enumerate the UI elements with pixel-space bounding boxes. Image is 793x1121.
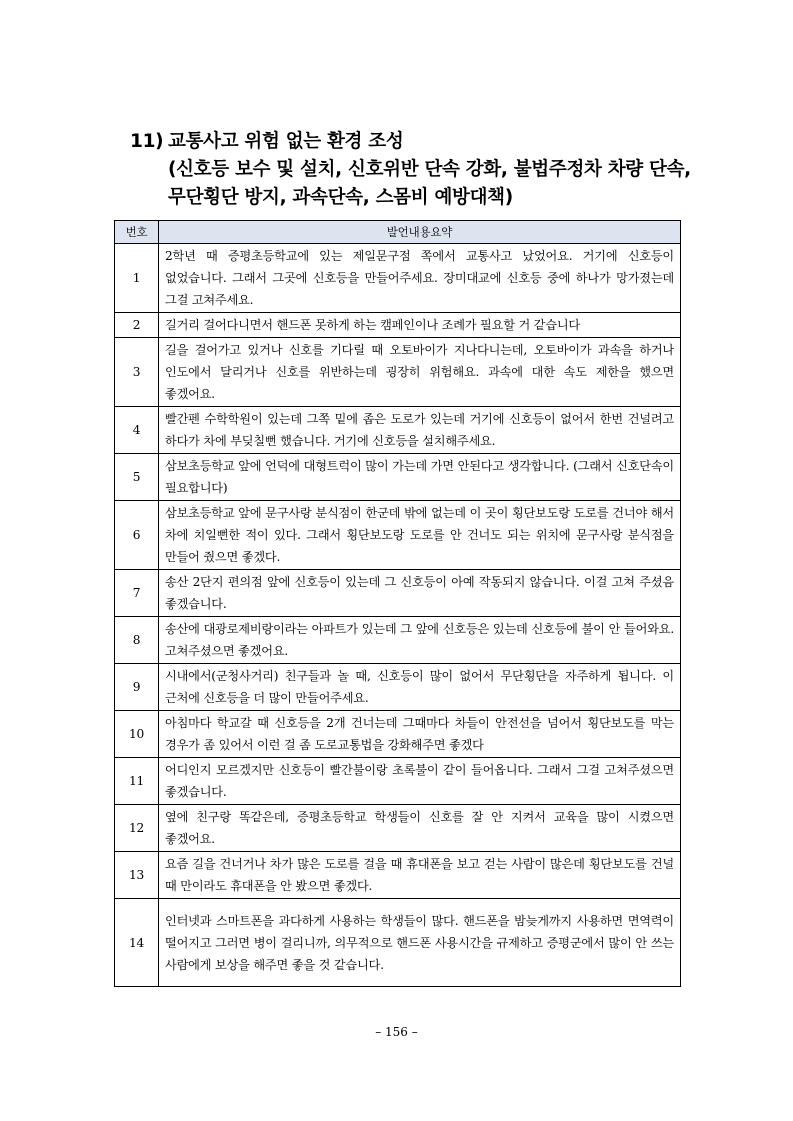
heading-subtitle-line1: (신호등 보수 및 설치, 신호위반 단속 강화, 불법주정차 차량 단속, — [168, 159, 691, 180]
table-row — [115, 805, 681, 852]
row-text: 빨간펜 수학학원이 있는데 그쪽 밑에 좁은 도로가 있는데 거기에 신호등이 없어서 한번 건널려고 하다가 차에 부딪칠뻔 했습니다. 거기에 신호등을 설치해주세요. — [159, 407, 681, 454]
section-heading — [130, 128, 730, 212]
page-number: – 156 – — [375, 1025, 418, 1039]
row-text: 길거리 걸어다니면서 핸드폰 못하게 하는 캠페인이나 조례가 필요할 거 같습니다 — [159, 313, 681, 338]
table-row — [115, 501, 681, 570]
row-number: 9 — [115, 664, 159, 711]
heading-subtitle-line2: 무단횡단 방지, 과속단속, 스몸비 예방대책) — [168, 187, 513, 208]
table-row — [115, 454, 681, 501]
row-text: 어디인지 모르겠지만 신호등이 빨간불이랑 초록불이 같이 들어옵니다. 그래서 그걸 고쳐주셨으면 좋겠습니다. — [159, 758, 681, 805]
row-number: 2 — [115, 313, 159, 338]
statement-summary-table — [114, 220, 681, 987]
row-number: 5 — [115, 454, 159, 501]
row-text: 요즘 길을 건너거나 차가 많은 도로를 걸을 때 휴대폰을 보고 걷는 사람이 많은데 횡단보도를 건널 때 만이라도 휴대폰을 안 봤으면 좋겠다. — [159, 852, 681, 899]
row-text: 옆에 친구랑 똑같은데, 증평초등학교 학생들이 신호를 잘 안 지켜서 교육을 많이 시켰으면 좋겠어요. — [159, 805, 681, 852]
table-row — [115, 664, 681, 711]
table-row — [115, 570, 681, 617]
row-number: 10 — [115, 711, 159, 758]
row-text: 길을 걸어가고 있거나 신호를 기다릴 때 오토바이가 지나다니는데, 오토바이가 과속을 하거나 인도에서 달리거나 신호를 위반하는데 굉장히 위험해요. 과속에 대한 속도 제한을 했으면 좋겠어요. — [159, 338, 681, 407]
table-row — [115, 617, 681, 664]
heading-title-line — [130, 128, 730, 156]
header-number: 번호 — [115, 221, 159, 244]
table-row — [115, 899, 681, 987]
row-number: 7 — [115, 570, 159, 617]
table-row — [115, 852, 681, 899]
table-row — [115, 338, 681, 407]
row-number: 13 — [115, 852, 159, 899]
row-number: 6 — [115, 501, 159, 570]
row-number: 12 — [115, 805, 159, 852]
table-row — [115, 244, 681, 313]
row-number: 3 — [115, 338, 159, 407]
heading-title: 교통사고 위험 없는 환경 조성 — [168, 131, 404, 152]
table-row — [115, 711, 681, 758]
table-header-row — [115, 221, 681, 244]
row-text: 송산에 대광로제비랑이라는 아파트가 있는데 그 앞에 신호등은 있는데 신호등에 불이 안 들어와요. 고쳐주셨으면 좋겠어요. — [159, 617, 681, 664]
row-number: 8 — [115, 617, 159, 664]
heading-number: 11) — [130, 131, 164, 152]
row-number: 1 — [115, 244, 159, 313]
row-number: 11 — [115, 758, 159, 805]
row-text: 시내에서(군청사거리) 친구들과 놀 때, 신호등이 많이 없어서 무단횡단을 자주하게 됩니다. 이 근처에 신호등을 더 많이 만들어주세요. — [159, 664, 681, 711]
row-text: 삼보초등학교 앞에 문구사랑 분식점이 한군데 밖에 없는데 이 곳이 횡단보도랑 도로를 건너야 해서 차에 치일뻔한 적이 있다. 그래서 횡단보도랑 도로를 안 건너도 되는 위치에 문구사랑 분식점을 만들어 줬으면 좋겠다. — [159, 501, 681, 570]
row-number: 4 — [115, 407, 159, 454]
row-text: 2학년 때 증평초등학교에 있는 제일문구점 쪽에서 교통사고 났었어요. 거기에 신호등이 없었습니다. 그래서 그곳에 신호등을 만들어주세요. 장미대교에 신호등 중에 하나가 망가졌는데 그걸 고쳐주세요. — [159, 244, 681, 313]
row-text: 송산 2단지 편의점 앞에 신호등이 있는데 그 신호등이 아예 작동되지 않습니다. 이걸 고쳐 주셨음 좋겠습니다. — [159, 570, 681, 617]
row-text: 삼보초등학교 앞에 언덕에 대형트럭이 많이 가는데 가면 안된다고 생각합니다. (그래서 신호단속이 필요합니다) — [159, 454, 681, 501]
row-number: 14 — [115, 899, 159, 987]
row-text: 인터넷과 스마트폰을 과다하게 사용하는 학생들이 많다. 핸드폰을 밤늦게까지 사용하면 면역력이 떨어지고 그러면 병이 걸리니까, 의무적으로 핸드폰 사용시간을 규제하고 증평군에서 많이 안 쓰는 사람에게 보상을 해주면 좋을 것 같습니다. — [159, 899, 681, 987]
header-summary: 발언내용요약 — [159, 221, 681, 244]
table-row — [115, 313, 681, 338]
table-row — [115, 407, 681, 454]
table-row — [115, 758, 681, 805]
row-text: 아침마다 학교갈 때 신호등을 2개 건너는데 그때마다 차들이 안전선을 넘어서 횡단보도를 막는 경우가 좀 있어서 이런 걸 좀 도로교통법을 강화해주면 좋겠다 — [159, 711, 681, 758]
